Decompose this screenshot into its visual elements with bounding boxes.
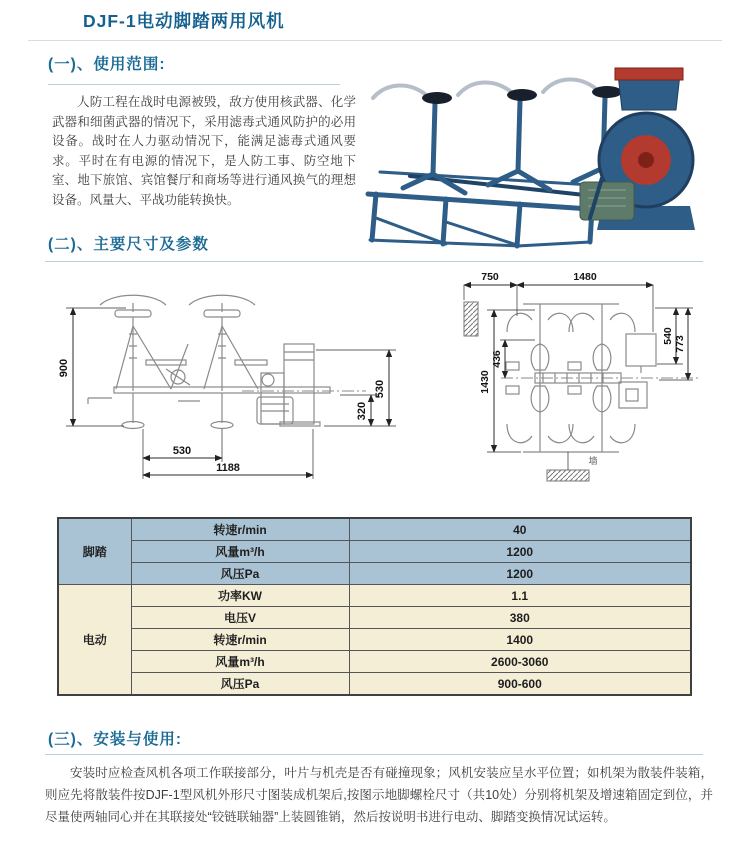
table-value: 380	[349, 607, 691, 629]
table-row	[58, 541, 691, 563]
table-row	[58, 518, 691, 541]
table-row	[58, 629, 691, 651]
usage-paragraph: 人防工程在战时电源被毁，敌方使用核武器、化学武器和细菌武器的情况下，采用滤毒式通风防护的必用设备。战时在人力驱动情况下，能满足滤毒式通风要求。平时在有电源的情况下，是人防工事、防空地下室、地下旅馆、宾馆餐厅和商场等进行通风换气的理想设备。风量大、平战功能转换快。	[52, 95, 356, 207]
table-param: 功率KW	[131, 585, 349, 607]
table-param: 风压Pa	[131, 563, 349, 585]
dim-label-fan-width: 540	[662, 327, 674, 345]
dim-label-inner: 436	[491, 350, 503, 368]
table-param: 风量m³/h	[131, 651, 349, 673]
pedal-frame-illustration	[368, 79, 635, 246]
table-group-electric: 电动	[58, 585, 131, 696]
dim-label-height: 900	[58, 358, 70, 378]
table-param: 风压Pa	[131, 673, 349, 696]
product-photo	[350, 58, 695, 250]
table-param: 电压V	[131, 607, 349, 629]
dim-label-depth: 1430	[479, 370, 491, 394]
section-dimensions-heading: (二)、主要尺寸及参数	[48, 236, 209, 253]
title-divider	[28, 40, 722, 41]
table-row	[58, 673, 691, 696]
install-paragraph: 安装时应检查风机各项工作联接部分，叶片与机壳是否有碰撞现象；风机安装应呈水平位置；如机架为散装件装箱，则应先将散装件按DJF-1型风机外形尺寸图装成机架后,按图示地脚螺栓尺寸（共10处）分别将机架及增速箱固定到位，并尽量使两轴同心并在其联接处“铰链联轴器”上装圆锥销，然后按说明书进行电动、脚踏变换情况试运转。	[45, 766, 713, 824]
table-param: 转速r/min	[131, 629, 349, 651]
dim-label-fan-overall: 773	[674, 335, 686, 353]
dim-label-length: 1188	[216, 462, 240, 474]
table-param: 转速r/min	[131, 518, 349, 541]
table-group-pedal: 脚踏	[58, 518, 131, 585]
table-value: 1.1	[349, 585, 691, 607]
section-usage-underline	[48, 84, 340, 85]
table-value: 1200	[349, 563, 691, 585]
table-value: 40	[349, 518, 691, 541]
table-row	[58, 651, 691, 673]
side-view-machine	[88, 295, 330, 428]
section-install-underline	[45, 754, 703, 755]
dim-label-shaft: 320	[356, 401, 368, 421]
dim-label-outlet: 530	[374, 379, 386, 399]
section-usage-heading: (一)、使用范围:	[48, 56, 166, 73]
table-row	[58, 585, 691, 607]
page-title: DJF-1电动脚踏两用风机	[83, 11, 285, 31]
dim-label-width: 1480	[573, 271, 597, 283]
table-value: 2600-3060	[349, 651, 691, 673]
dim-label-span: 530	[172, 445, 192, 457]
table-value: 1200	[349, 541, 691, 563]
dim-label-wall-gap: 750	[481, 271, 499, 283]
table-row	[58, 563, 691, 585]
table-value: 900-600	[349, 673, 691, 696]
spec-table	[57, 517, 692, 696]
section-install-heading: (三)、安装与使用:	[48, 731, 182, 748]
table-value: 1400	[349, 629, 691, 651]
plan-view-drawing	[443, 258, 750, 505]
table-param: 风量m³/h	[131, 541, 349, 563]
side-view-drawing	[28, 274, 440, 504]
table-row	[58, 607, 691, 629]
wall-label: 墙	[588, 456, 598, 466]
